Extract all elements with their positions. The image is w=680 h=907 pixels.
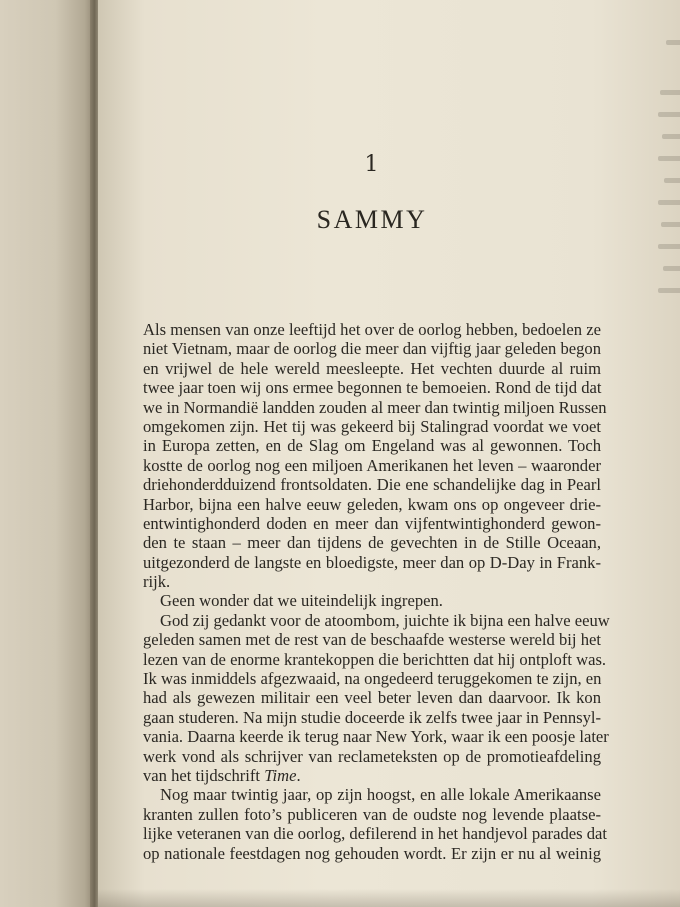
chapter-body (143, 320, 610, 863)
text-line: den te staan – meer dan tijdens de gevechten in de Stille Oceaan, (143, 533, 601, 553)
text-line: en vrijwel de hele wereld meesleepte. Het vechten duurde al ruim (143, 358, 601, 378)
left-page (0, 0, 92, 907)
text-line: lezen van de enorme krantekoppen die berichtten dat hij ontploft was. (143, 649, 607, 669)
magazine-title: Time (264, 765, 297, 785)
text-line: in Europa zetten, en de Slag om Engeland was al gewonnen. Toch (143, 436, 601, 456)
paragraph-3 (143, 610, 610, 786)
text-line: God zij gedankt voor de atoombom, juichte ik bijna een halve eeuw (160, 610, 610, 630)
text-line: kranten zullen foto’s publiceren van de oudste nog levende plaatse- (143, 804, 601, 824)
text-line: Als mensen van onze leeftijd het over de oorlog hebben, bedoelen ze (143, 320, 601, 339)
text-line: werk vond als schrijver van reclameteksten op de promotieafdeling (143, 746, 601, 766)
text-line: Ik was inmiddels afgezwaaid, na ongedeerd teruggekomen te zijn, en (143, 669, 602, 689)
paragraph-2 (143, 591, 601, 610)
text-line: entwintighonderd doden en meer dan vijfentwintighonderd gewon- (143, 513, 601, 533)
text-line: gaan studeren. Na mijn studie doceerde ik zelfs twee jaar in Pennsyl- (143, 707, 602, 727)
text-line: Harbor, bijna een halve eeuw geleden, kwam ons op ongeveer drie- (143, 494, 601, 514)
text-line: geleden samen met de rest van de beschaafde westerse wereld bij het (143, 630, 601, 650)
text-line: we in Normandië landden zouden al meer dan twintig miljoen Russen (143, 397, 607, 417)
paragraph-1 (143, 320, 607, 592)
chapter-number: 1 (364, 152, 380, 177)
text-line: had als gewezen militair een veel beter leven dan daarvoor. Ik kon (143, 688, 601, 708)
paragraph-4 (143, 785, 607, 863)
text-fragment: van het tijdschrift (143, 765, 265, 785)
text-line: Nog maar twintig jaar, op zijn hoogst, en alle lokale Amerikaanse (160, 785, 601, 805)
text-fragment: . (296, 765, 301, 785)
text-line: Geen wonder dat we uiteindelijk ingrepen. (160, 591, 443, 611)
text-line: omgekomen zijn. Het tij was gekeerd bij Stalingrad voordat we voet (143, 416, 601, 436)
text-line: lijke veteranen van die oorlog, defilerend in het handjevol parades dat (143, 824, 607, 844)
show-through-text (658, 30, 680, 330)
text-line: niet Vietnam, maar de oorlog die meer dan vijftig jaar geleden begon (143, 339, 601, 359)
text-line (143, 766, 601, 785)
text-line: driehonderdduizend frontsoldaten. Die ene schandelijke dag in Pearl (143, 475, 601, 495)
text-line: twee jaar toen wij ons ermee begonnen te bemoeien. Rond de tijd dat (143, 378, 602, 398)
text-line: op nationale feestdagen nog gehouden wordt. Er zijn er nu al weinig (143, 843, 601, 863)
text-line: vania. Daarna keerde ik terug naar New York, waar ik een poosje later (143, 727, 609, 747)
chapter-title: SAMMY (316, 205, 428, 234)
text-line: rijk. (143, 572, 171, 592)
text-line: uitgezonderd de langste en bloedigste, meer dan op D-Day in Frank- (143, 552, 601, 572)
text-line: kostte de oorlog nog een miljoen Amerikanen het leven – waaronder (143, 455, 601, 475)
